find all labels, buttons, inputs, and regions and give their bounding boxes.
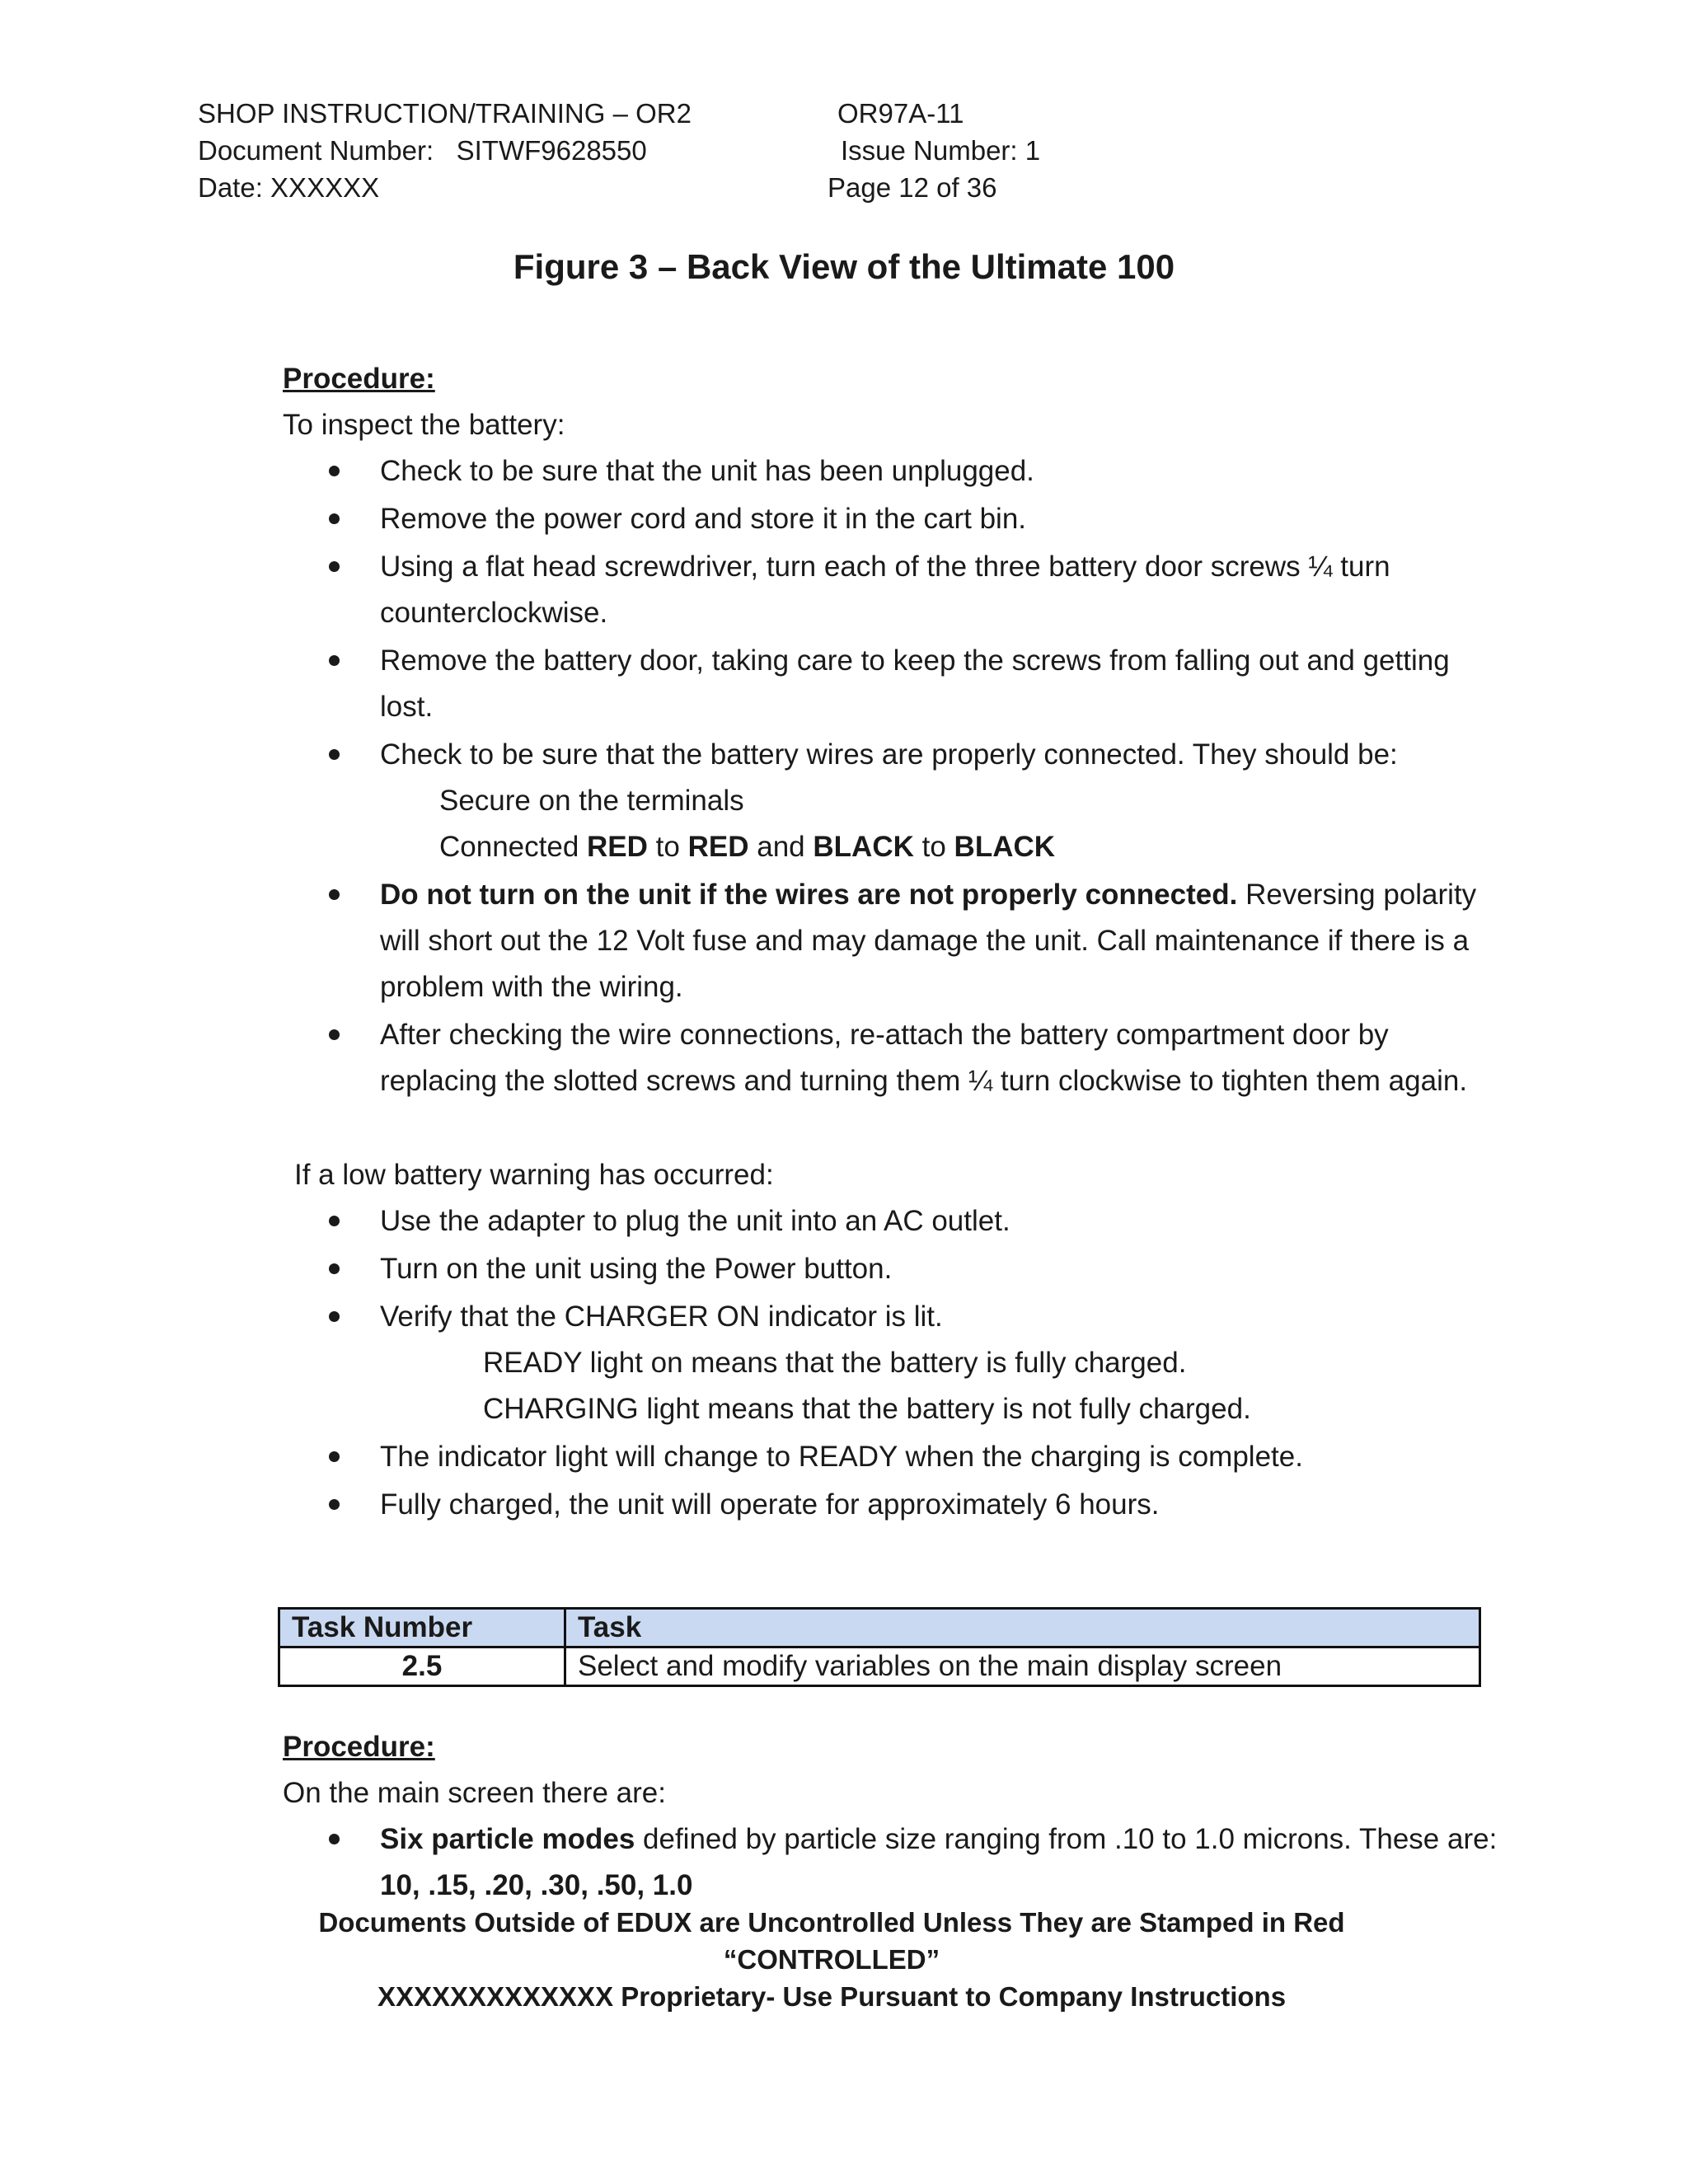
- footer: [0, 1904, 1663, 2015]
- step-text: The indicator light will change to READY when the charging is complete.: [380, 1441, 1303, 1473]
- bullet-icon: [329, 655, 340, 666]
- step-text: Check to be sure that the battery wires are properly connected. They should be:: [380, 738, 1398, 771]
- battery-procedure: [283, 356, 1486, 1530]
- list-item: [380, 732, 1486, 870]
- step-text: Remove the power cord and store it in the cart bin.: [380, 503, 1027, 535]
- step-text: Check to be sure that the unit has been unplugged.: [380, 455, 1034, 487]
- list-item: [380, 496, 1486, 542]
- text: to: [921, 831, 946, 863]
- list-item: [380, 872, 1486, 1010]
- header-code: OR97A-11: [837, 98, 964, 129]
- battery-steps-list: [283, 448, 1486, 1104]
- figure-title: Figure 3 – Back View of the Ultimate 100: [513, 247, 1175, 286]
- list-item: [380, 1294, 1486, 1432]
- black-label: BLACK: [813, 831, 914, 863]
- header-title: SHOP INSTRUCTION/TRAINING – OR2: [198, 98, 692, 129]
- step-text: Use the adapter to plug the unit into an AC outlet.: [380, 1205, 1010, 1237]
- table-row: [279, 1647, 1480, 1686]
- sub-item: Secure on the terminals: [439, 785, 744, 817]
- step-text: Fully charged, the unit will operate for approximately 6 hours.: [380, 1488, 1160, 1521]
- table-header-row: [279, 1609, 1480, 1647]
- red-label: RED: [587, 831, 648, 863]
- procedure-heading: Procedure:: [283, 363, 435, 395]
- bullet-icon: [329, 1263, 340, 1274]
- doc-number-label: Document Number:: [198, 135, 434, 166]
- mode-values: 10, .15, .20, .30, .50, 1.0: [380, 1869, 693, 1901]
- step-text: After checking the wire connections, re-attach the battery compartment door by replacing the slotted screws and turning them ¼ turn clockwise to tighten them again.: [380, 1019, 1468, 1097]
- task-cell: Select and modify variables on the main display screen: [565, 1647, 1480, 1686]
- black-label: BLACK: [954, 831, 1056, 863]
- date-label: Date:: [198, 172, 263, 203]
- list-item: [380, 1198, 1486, 1244]
- step-text: Using a flat head screwdriver, turn each of the three battery door screws ¼ turn counterclockwise.: [380, 551, 1390, 629]
- bullet-icon: [329, 1029, 340, 1040]
- main-screen-procedure: [283, 1724, 1503, 1910]
- header-page: Page 12 of 36: [828, 172, 997, 203]
- bullet-icon: [329, 1499, 340, 1510]
- task-table: [278, 1607, 1481, 1687]
- list-item: [380, 1246, 1486, 1292]
- sub-item: [380, 824, 1486, 870]
- step-text: Reversing polarity will short out the 12 Volt fuse and may damage the unit. Call maintenance if there is a problem with the wiring.: [380, 879, 1477, 1003]
- step-text: Verify that the CHARGER ON indicator is lit.: [380, 1301, 943, 1333]
- text: Connected: [439, 831, 579, 863]
- bullet-icon: [329, 1216, 340, 1226]
- bullet-icon: [329, 1451, 340, 1462]
- bullet-icon: [329, 889, 340, 900]
- bullet-icon: [329, 466, 340, 476]
- low-battery-steps-list: [283, 1198, 1486, 1528]
- list-item: [380, 448, 1486, 494]
- header-left: [198, 97, 824, 209]
- procedure-intro: To inspect the battery:: [283, 409, 565, 441]
- text: to: [655, 831, 680, 863]
- warning-text: Do not turn on the unit if the wires are not properly connected.: [380, 879, 1238, 911]
- footer-line-2: “CONTROLLED”: [723, 1944, 940, 1975]
- mode-heading: Six particle modes: [380, 1823, 635, 1855]
- red-label: RED: [687, 831, 749, 863]
- list-item: [380, 1434, 1486, 1480]
- list-item: [380, 1482, 1486, 1528]
- header-doc-number: [198, 134, 824, 171]
- low-battery-intro: If a low battery warning has occurred:: [294, 1159, 774, 1191]
- step-text: Turn on the unit using the Power button.: [380, 1253, 893, 1285]
- main-screen-list: [283, 1816, 1503, 1909]
- bullet-icon: [329, 1311, 340, 1322]
- sub-item: CHARGING light means that the battery is not fully charged.: [483, 1393, 1251, 1425]
- sub-item: READY light on means that the battery is fully charged.: [483, 1347, 1187, 1379]
- footer-line-1: Documents Outside of EDUX are Uncontrolled Unless They are Stamped in Red: [318, 1907, 1345, 1938]
- procedure-intro: On the main screen there are:: [283, 1777, 666, 1809]
- header-right: [824, 97, 1236, 209]
- footer-line-3: XXXXXXXXXXXXX Proprietary- Use Pursuant to Company Instructions: [377, 1981, 1287, 2012]
- column-header-task-number: Task Number: [279, 1609, 565, 1647]
- text: and: [757, 831, 805, 863]
- list-item: [380, 638, 1486, 730]
- procedure-heading: Procedure:: [283, 1731, 435, 1763]
- list-item: [380, 1012, 1486, 1104]
- task-number-cell: 2.5: [279, 1647, 565, 1686]
- spacer: [283, 1106, 1486, 1152]
- doc-number-value: SITWF9628550: [456, 135, 647, 166]
- bullet-icon: [329, 513, 340, 524]
- bullet-icon: [329, 1834, 340, 1844]
- list-item: [380, 544, 1486, 636]
- list-item: [380, 1816, 1503, 1909]
- header-date: [198, 171, 824, 209]
- step-text: Remove the battery door, taking care to keep the screws from falling out and getting lost.: [380, 644, 1450, 723]
- issue-value: 1: [1025, 135, 1041, 166]
- header-issue: [824, 134, 1236, 171]
- bullet-icon: [329, 749, 340, 760]
- issue-label: Issue Number:: [841, 135, 1018, 166]
- date-value: XXXXXX: [270, 172, 380, 203]
- column-header-task: Task: [565, 1609, 1480, 1647]
- bullet-icon: [329, 561, 340, 572]
- step-text: defined by particle size ranging from .10 to 1.0 microns. These are:: [643, 1823, 1498, 1855]
